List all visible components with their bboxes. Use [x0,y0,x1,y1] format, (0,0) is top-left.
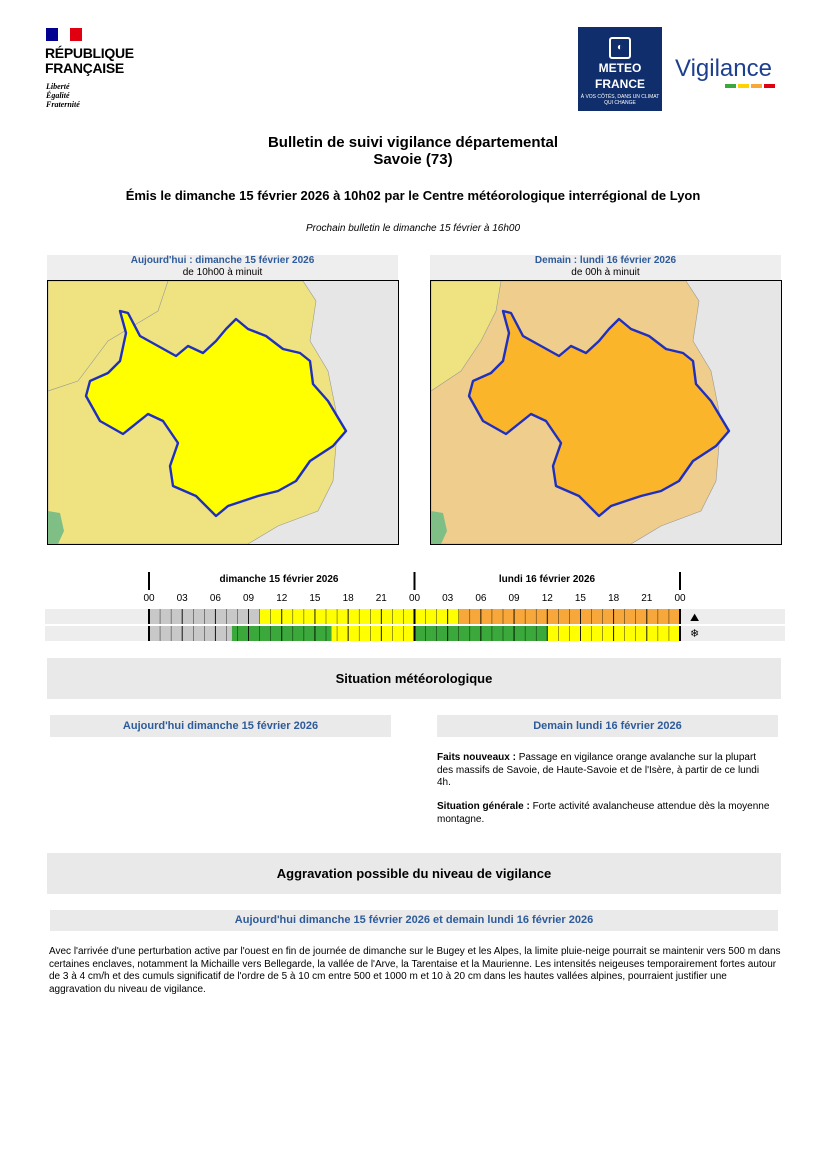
timeline-segment [370,609,381,624]
timeline-segment [415,626,424,641]
timeline-segment [260,609,271,624]
timeline-segment [390,626,399,641]
timeline-segment [171,609,182,624]
timeline-segment [636,609,647,624]
timeline-day1: dimanche 15 février 2026 [219,574,339,585]
timeline-segment [398,626,407,641]
timeline-segment [536,609,547,624]
map-today-header: Aujourd'hui : dimanche 15 février 2026 de 10h00 à minuit [47,255,398,280]
timeline-segment [392,609,403,624]
timeline-segment [525,609,536,624]
timeline-segment [556,626,565,641]
timeline-segment [547,609,558,624]
timeline-segment [506,626,515,641]
vigilance-timeline [40,570,790,645]
timeline-segment [456,626,465,641]
timeline-segment [249,626,258,641]
timeline-segment [605,626,614,641]
timeline-segment [304,609,315,624]
timeline-segment [625,609,636,624]
timeline-segment [337,609,348,624]
timeline-segment [481,609,492,624]
timeline-segment [531,626,540,641]
timeline-segment [470,609,481,624]
next-bulletin: Prochain bulletin le dimanche 15 février à 16h00 [305,223,521,234]
timeline-segment [492,609,503,624]
timeline-segment [265,626,274,641]
timeline-segment [149,609,160,624]
timeline-tick-label: 21 [375,593,387,604]
timeline-segment [373,626,382,641]
timeline-segment [323,626,332,641]
timeline-segment [522,626,531,641]
timeline-segment [226,609,237,624]
timeline-segment [580,626,589,641]
emission-line: Émis le dimanche 15 février 2026 à 10h02 par le Centre météorologique interrégional de Lyon [125,188,701,203]
timeline-segment [569,609,580,624]
timeline-tick-label: 18 [608,593,620,604]
timeline-tick-label: 15 [574,593,586,604]
timeline-segment [622,626,631,641]
timeline-segment [503,609,514,624]
timeline-tick-label: 00 [674,593,686,604]
map-tomorrow[interactable] [430,280,782,545]
timeline-segment [547,626,556,641]
timeline-segment [614,609,625,624]
timeline-segment [240,626,249,641]
timeline-segment [193,609,204,624]
timeline-segment [293,609,304,624]
timeline-segment [204,609,215,624]
timeline-segment [271,609,282,624]
timeline-segment [273,626,282,641]
timeline-segment [589,626,598,641]
timeline-segment [365,626,374,641]
timeline-segment [232,626,241,641]
timeline-segment [149,626,158,641]
timeline-tick-label: 00 [408,593,421,604]
timeline-segment [356,626,365,641]
timeline-segment [199,626,208,641]
timeline-segment [207,626,216,641]
timeline-tick-label: 09 [508,593,520,604]
timeline-segment [497,626,506,641]
timeline-segment [580,609,591,624]
timeline-segment [403,609,414,624]
timeline-segment [182,626,191,641]
timeline-segment [249,609,260,624]
timeline-segment [592,609,603,624]
timeline-segment [514,609,525,624]
timeline-tick-label: 03 [442,593,454,604]
timeline-segment [647,609,658,624]
timeline-segment [431,626,440,641]
timeline-segment [315,626,324,641]
timeline-segment [359,609,370,624]
timeline-segment [655,626,664,641]
timeline-segment [215,626,224,641]
map-today-svg [48,281,398,544]
vigilance-color-bar [725,84,775,88]
map-today[interactable] [47,280,399,545]
timeline-tick-label: 06 [209,593,221,604]
timeline-segment [459,609,470,624]
map-tomorrow-svg [431,281,781,544]
timeline-tick-label: 03 [176,593,188,604]
timeline-segment [597,626,606,641]
timeline-tick-label: 15 [309,593,321,604]
timeline-segment [630,626,639,641]
timeline-segment [539,626,548,641]
timeline-segment [215,609,226,624]
avalanche-icon: ⛰ [690,611,700,624]
aggravation-header: Aujourd'hui dimanche 15 février 2026 et demain lundi 16 février 2026 [50,910,778,931]
situation-generale: Situation générale : Forte activité avalancheuse attendue dès la moyenne montagne. [437,801,770,825]
timeline-segment [614,626,623,641]
timeline-segment [647,626,656,641]
timeline-segment [439,626,448,641]
timeline-segment [426,609,437,624]
timeline-day2: lundi 16 février 2026 [498,574,596,585]
republique-francaise-logo: RÉPUBLIQUE FRANÇAISE [45,45,134,76]
republique-motto: Liberté Égalité Fraternité [46,82,80,109]
timeline-segment [348,609,359,624]
timeline-segment [290,626,299,641]
timeline-segment [238,609,249,624]
republique-flag [46,28,82,41]
timeline-segment [224,626,233,641]
map-tomorrow-header: Demain : lundi 16 février 2026 de 00h à minuit [430,255,781,280]
timeline-segment [437,609,448,624]
faits-nouveaux: Faits nouveaux : Passage en vigilance orange avalanche sur la plupart des massifs de Savoie, de Haute-Savoie et de l'Isère, à partir de ce lundi 4h. [437,752,760,788]
timeline-segment [448,626,457,641]
timeline-segment [282,626,291,641]
vigilance-brand: Vigilance [675,55,772,82]
bulletin-title: Bulletin de suivi vigilance départemental Savoie (73) [267,134,559,168]
timeline-segment [307,626,316,641]
timeline-segment [558,609,569,624]
timeline-segment [282,609,293,624]
timeline-tick-label: 12 [276,593,288,604]
timeline-segment [315,609,326,624]
timeline-segment [326,609,337,624]
timeline-segment [669,609,680,624]
meteo-france-icon: ◐ [609,37,631,59]
timeline-tick-label: 18 [342,593,354,604]
timeline-segment [572,626,581,641]
timeline-segment [298,626,307,641]
snow-ice-icon: ❄ [690,627,700,640]
timeline-segment [489,626,498,641]
timeline-segment [332,626,341,641]
timeline-segment [564,626,573,641]
situation-title: Situation météorologique [47,658,781,699]
timeline-segment [415,609,426,624]
timeline-segment [257,626,266,641]
timeline-segment [473,626,482,641]
timeline-segment [514,626,523,641]
timeline-tick-label: 06 [475,593,487,604]
timeline-segment [348,626,357,641]
timeline-segment [639,626,648,641]
timeline-segment [174,626,183,641]
timeline-segment [381,626,390,641]
timeline-tick-label: 12 [541,593,553,604]
timeline-tick-label: 00 [143,593,155,604]
timeline-segment [166,626,175,641]
timeline-segment [663,626,672,641]
timeline-tick-label: 21 [641,593,653,604]
timeline-segment [157,626,166,641]
timeline-tick-label: 09 [243,593,255,604]
situation-today-header: Aujourd'hui dimanche 15 février 2026 [50,715,391,737]
timeline-segment [182,609,193,624]
aggravation-title: Aggravation possible du niveau de vigilance [47,853,781,894]
timeline-segment [464,626,473,641]
timeline-segment [448,609,459,624]
aggravation-text: Avec l'arrivée d'une perturbation active par l'ouest en fin de journée de dimanche sur le Bugey et les Alpes, la limite pluie-neige pourrait se maintenir vers 500 m dans certaines enclaves, notamment la Michaille vers Bellegarde, la vallée de l'Arve, la Tarentaise et la Maurienne. Les intensités neigeuses temporairement fortes autour de 3 à 4 cm/h et des cumuls significatif de l'ordre de 5 à 10 cm entre 500 et 1000 m et 10 à 20 cm dans les hautes vallées alpines, pourraient justifier une aggravation du niveau de vigilance. [49,946,781,995]
timeline-segment [190,626,199,641]
timeline-segment [658,609,669,624]
timeline-segment [423,626,432,641]
timeline-segment [340,626,349,641]
timeline-segment [381,609,392,624]
timeline-segment [603,609,614,624]
situation-tomorrow-header: Demain lundi 16 février 2026 [437,715,778,737]
timeline-segment [481,626,490,641]
meteo-france-logo: ◐ METEO FRANCE À VOS CÔTÉS, DANS UN CLIMAT QUI CHANGE [578,27,662,111]
timeline-segment [160,609,171,624]
